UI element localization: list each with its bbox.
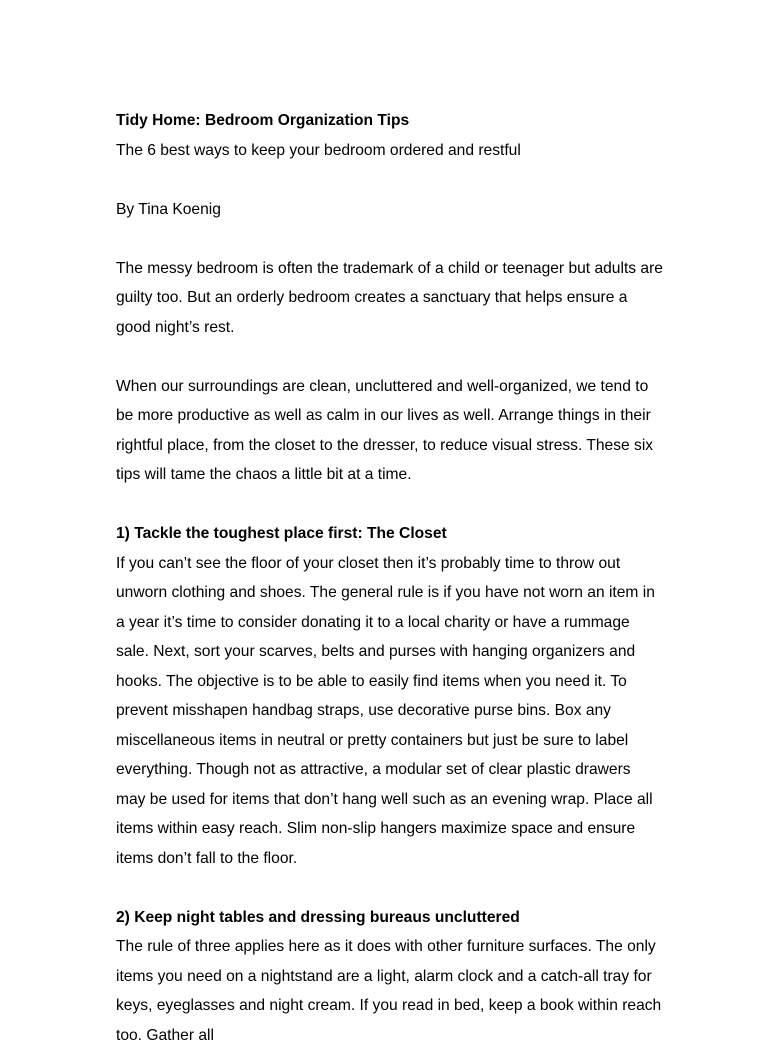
document-page (116, 106, 664, 1050)
section-heading: 1) Tackle the toughest place first: The Closet (116, 525, 447, 542)
section-heading: 2) Keep night tables and dressing bureaus uncluttered (116, 908, 520, 926)
spacer (116, 342, 664, 372)
intro-paragraph: The messy bedroom is often the trademark of a child or teenager but adults are guilty too. But an orderly bedroom creates a sanctuary that helps ensure a good night’s rest. (116, 259, 663, 336)
spacer (116, 873, 664, 903)
document-title: Tidy Home: Bedroom Organization Tips (116, 112, 410, 129)
section-body: The rule of three applies here as it does with other furniture surfaces. The only items you need on a nightstand are a light, alarm clock and a catch-all tray for keys, eyeglasses and night cream. If you read in bed, keep a book within reach too. Gather all (116, 938, 662, 1044)
spacer (116, 490, 664, 520)
spacer (116, 224, 664, 254)
document-subtitle: The 6 best ways to keep your bedroom ordered and restful (116, 141, 521, 159)
byline: By Tina Koenig (116, 200, 221, 218)
section-body: If you can’t see the floor of your closet then it’s probably time to throw out unworn clothing and shoes. The general rule is if you have not worn an item in a year it’s time to consider donating it to a local charity or have a rummage sale. Next, sort your scarves, belts and purses with hanging organizers and hooks. The objective is to be able to easily find items when you need it. To prevent misshapen handbag straps, use decorative purse bins. Box any miscellaneous items in neutral or pretty containers but just be sure to label everything. Though not as attractive, a modular set of clear plastic drawers may be used for items that don’t hang well such as an evening wrap. Place all items within easy reach. Slim non-slip hangers maximize space and ensure items don’t fall to the floor. (116, 554, 655, 867)
spacer (116, 165, 664, 195)
intro-paragraph: When our surroundings are clean, uncluttered and well-organized, we tend to be more productive as well as calm in our lives as well. Arrange things in their rightful place, from the closet to the dresser, to reduce visual stress. These six tips will tame the chaos a little bit at a time. (116, 377, 654, 483)
